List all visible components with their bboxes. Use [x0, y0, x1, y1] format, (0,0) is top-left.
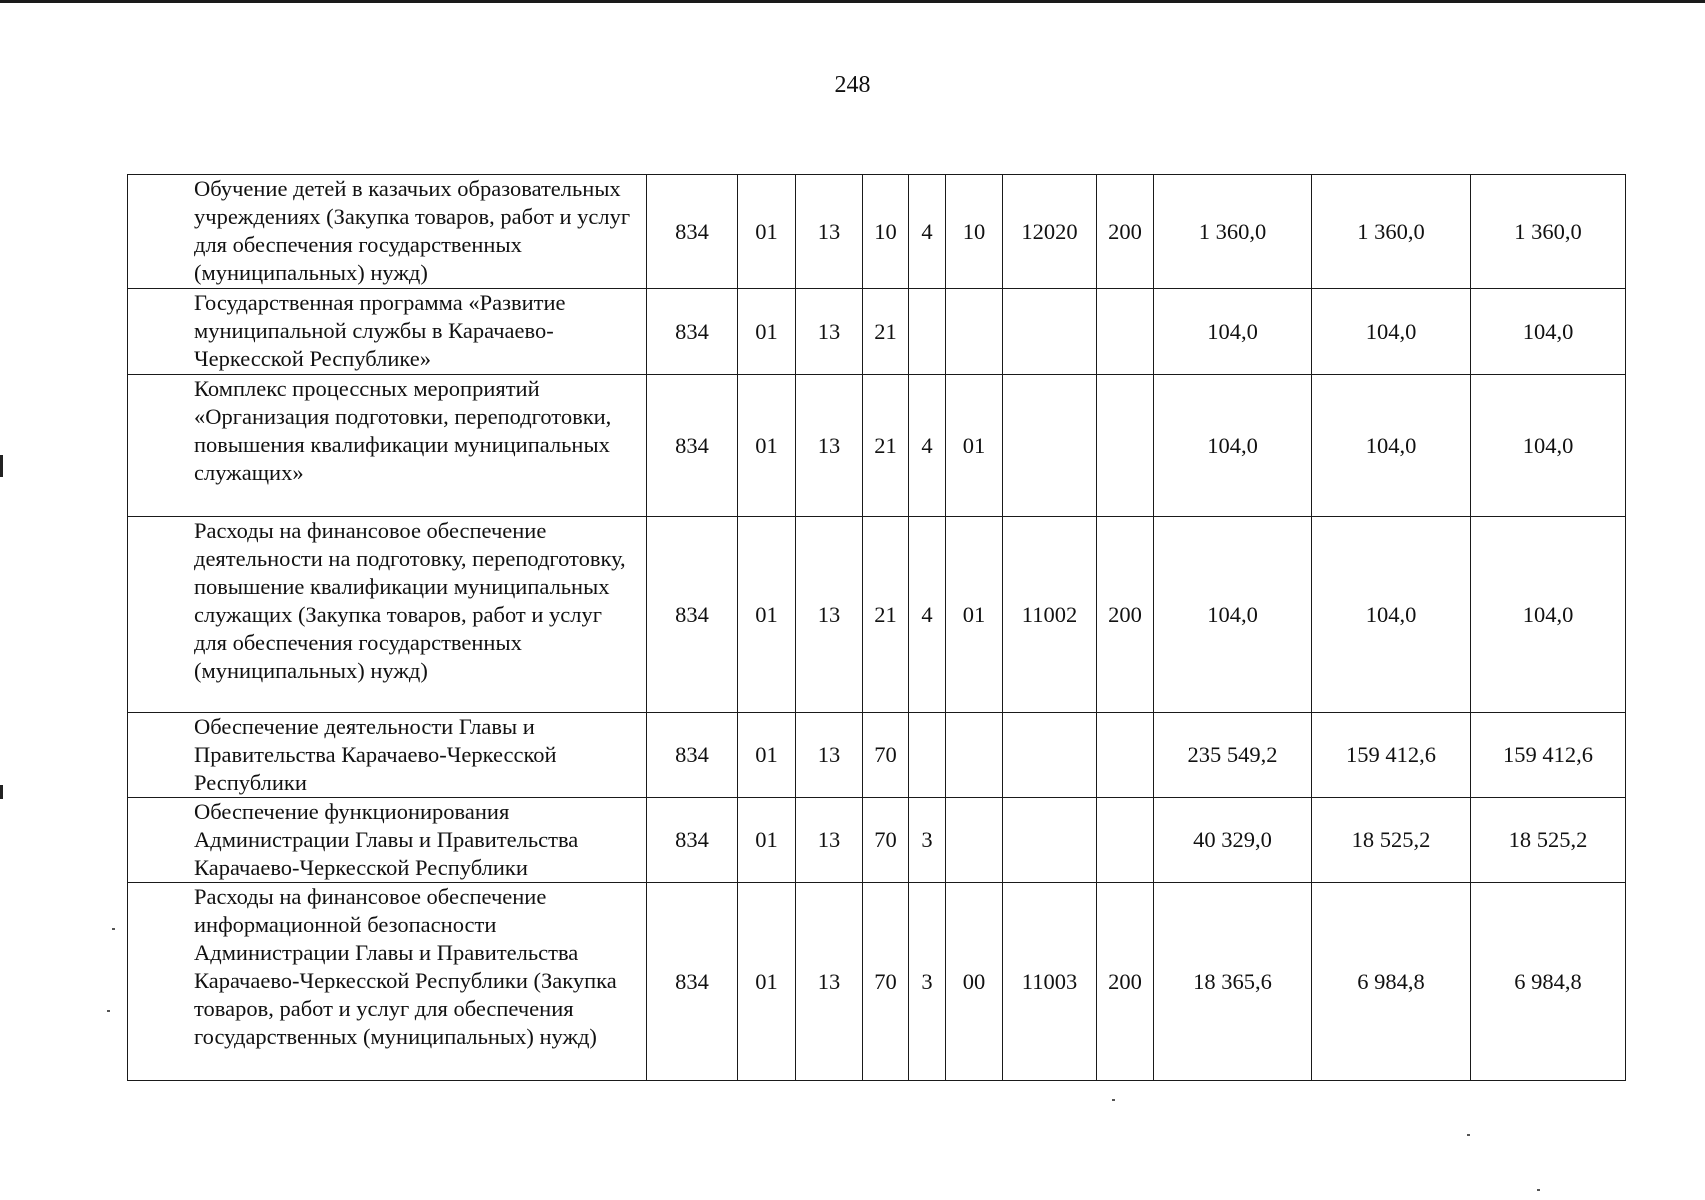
subprogram-code: 3	[909, 883, 946, 1081]
subsection-code: 13	[796, 289, 863, 375]
ministry-code: 834	[647, 289, 738, 375]
subsection-code: 13	[796, 713, 863, 798]
amount-year-2: 159 412,6	[1312, 713, 1471, 798]
row-description: Расходы на финансовое обеспечение деятельности на подготовку, переподготовку, повышение квалификации муниципальных служащих (Закупка товаров, работ и услуг для обеспечения государственных (муниципальных) нужд)	[128, 517, 647, 713]
subprogram-code	[909, 289, 946, 375]
amount-year-3: 18 525,2	[1471, 798, 1626, 883]
scan-edge-mark	[0, 455, 3, 477]
amount-year-2: 104,0	[1312, 289, 1471, 375]
subprogram-code: 3	[909, 798, 946, 883]
event-code	[946, 713, 1003, 798]
direction-code: 11002	[1003, 517, 1097, 713]
row-description: Обучение детей в казачьих образовательных учреждениях (Закупка товаров, работ и услуг для обеспечения государственных (муниципальных) нужд)	[128, 175, 647, 289]
ministry-code: 834	[647, 798, 738, 883]
ministry-code: 834	[647, 883, 738, 1081]
table-row	[128, 375, 1626, 517]
scan-top-border	[0, 0, 1705, 3]
event-code	[946, 289, 1003, 375]
table-row	[128, 289, 1626, 375]
event-code: 01	[946, 375, 1003, 517]
amount-year-2: 104,0	[1312, 517, 1471, 713]
event-code: 01	[946, 517, 1003, 713]
section-code: 01	[738, 289, 796, 375]
page-number: 248	[834, 72, 871, 98]
expense-type-code: 200	[1097, 883, 1154, 1081]
subsection-code: 13	[796, 517, 863, 713]
ministry-code: 834	[647, 375, 738, 517]
amount-year-2: 6 984,8	[1312, 883, 1471, 1081]
event-code: 10	[946, 175, 1003, 289]
expense-type-code: 200	[1097, 175, 1154, 289]
direction-code: 12020	[1003, 175, 1097, 289]
section-code: 01	[738, 175, 796, 289]
amount-year-1: 235 549,2	[1154, 713, 1312, 798]
direction-code	[1003, 798, 1097, 883]
row-description: Комплекс процессных мероприятий «Организация подготовки, переподготовки, повышения квалификации муниципальных служащих»	[128, 375, 647, 517]
program-code: 10	[863, 175, 909, 289]
table-row	[128, 798, 1626, 883]
section-code: 01	[738, 883, 796, 1081]
subsection-code: 13	[796, 375, 863, 517]
scan-speck	[112, 928, 115, 930]
event-code: 00	[946, 883, 1003, 1081]
subprogram-code: 4	[909, 517, 946, 713]
section-code: 01	[738, 798, 796, 883]
amount-year-3: 6 984,8	[1471, 883, 1626, 1081]
amount-year-3: 1 360,0	[1471, 175, 1626, 289]
subprogram-code	[909, 713, 946, 798]
program-code: 21	[863, 517, 909, 713]
expense-type-code	[1097, 798, 1154, 883]
budget-table	[127, 174, 1626, 1081]
event-code	[946, 798, 1003, 883]
amount-year-3: 104,0	[1471, 517, 1626, 713]
subsection-code: 13	[796, 175, 863, 289]
expense-type-code	[1097, 713, 1154, 798]
amount-year-1: 1 360,0	[1154, 175, 1312, 289]
program-code: 70	[863, 883, 909, 1081]
subsection-code: 13	[796, 883, 863, 1081]
table-row	[128, 517, 1626, 713]
expense-type-code	[1097, 289, 1154, 375]
direction-code	[1003, 713, 1097, 798]
amount-year-1: 104,0	[1154, 289, 1312, 375]
expense-type-code: 200	[1097, 517, 1154, 713]
row-description: Обеспечение функционирования Администрации Главы и Правительства Карачаево-Черкесской Республики	[128, 798, 647, 883]
program-code: 70	[863, 713, 909, 798]
table-row	[128, 175, 1626, 289]
amount-year-2: 1 360,0	[1312, 175, 1471, 289]
scan-edge-mark	[0, 785, 3, 799]
scan-speck	[1467, 1134, 1470, 1136]
direction-code	[1003, 289, 1097, 375]
amount-year-1: 104,0	[1154, 517, 1312, 713]
row-description: Расходы на финансовое обеспечение информационной безопасности Администрации Главы и Правительства Карачаево-Черкесской Республики (Закупка товаров, работ и услуг для обеспечения государственных (муниципальных) нужд)	[128, 883, 647, 1081]
section-code: 01	[738, 713, 796, 798]
amount-year-3: 104,0	[1471, 375, 1626, 517]
amount-year-1: 104,0	[1154, 375, 1312, 517]
amount-year-2: 104,0	[1312, 375, 1471, 517]
section-code: 01	[738, 375, 796, 517]
row-description: Государственная программа «Развитие муниципальной службы в Карачаево-Черкесской Республике»	[128, 289, 647, 375]
section-code: 01	[738, 517, 796, 713]
scan-speck	[107, 1010, 110, 1012]
amount-year-2: 18 525,2	[1312, 798, 1471, 883]
program-code: 21	[863, 375, 909, 517]
ministry-code: 834	[647, 175, 738, 289]
ministry-code: 834	[647, 713, 738, 798]
scan-speck	[1112, 1099, 1115, 1101]
subsection-code: 13	[796, 798, 863, 883]
subprogram-code: 4	[909, 175, 946, 289]
direction-code: 11003	[1003, 883, 1097, 1081]
row-description: Обеспечение деятельности Главы и Правительства Карачаево-Черкесской Республики	[128, 713, 647, 798]
direction-code	[1003, 375, 1097, 517]
amount-year-3: 159 412,6	[1471, 713, 1626, 798]
table-row	[128, 883, 1626, 1081]
amount-year-1: 18 365,6	[1154, 883, 1312, 1081]
table-body	[128, 175, 1626, 1081]
amount-year-3: 104,0	[1471, 289, 1626, 375]
program-code: 70	[863, 798, 909, 883]
amount-year-1: 40 329,0	[1154, 798, 1312, 883]
program-code: 21	[863, 289, 909, 375]
table-row	[128, 713, 1626, 798]
scan-speck	[1537, 1189, 1540, 1191]
expense-type-code	[1097, 375, 1154, 517]
ministry-code: 834	[647, 517, 738, 713]
subprogram-code: 4	[909, 375, 946, 517]
